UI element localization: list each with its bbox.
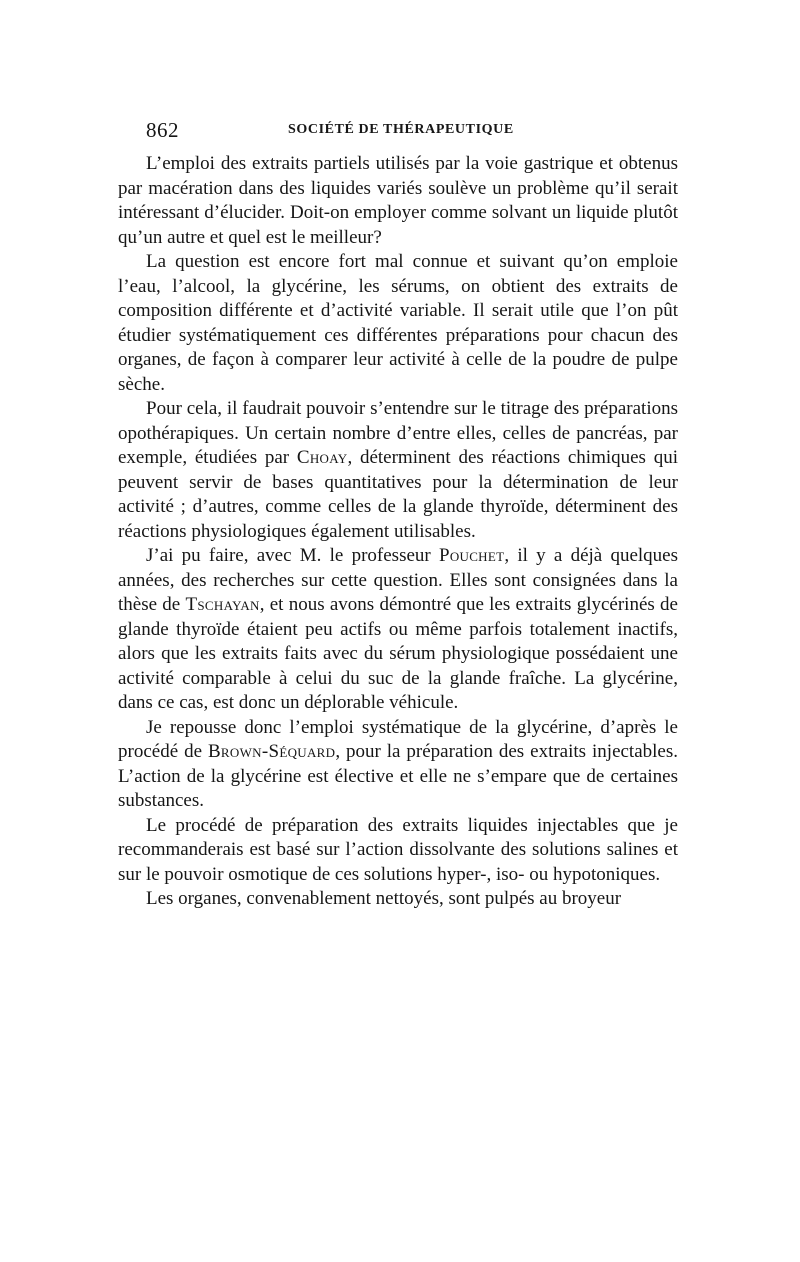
paragraph-5-text-1: Je repousse donc l’emploi systématique de la glycérine, d’après le procédé de bbox=[118, 716, 678, 762]
author-name-pouchet: Pouchet bbox=[438, 545, 505, 566]
body-text bbox=[118, 152, 678, 912]
paragraph-4-text-1: J’ai pu faire, avec M. le professeur bbox=[146, 545, 439, 566]
author-name-brown-sequard: Brown-Séquard bbox=[207, 741, 336, 762]
running-title: SOCIÉTÉ DE THÉRAPEUTIQUE bbox=[288, 122, 514, 137]
paragraph-4-text-2: , il y a déjà quelques années, des recherches sur cette question. Elles sont consignées dans la thèse de bbox=[118, 545, 678, 615]
paragraph-3 bbox=[118, 397, 678, 544]
paragraph-6: Le procédé de préparation des extraits liquides injectables que je recommanderais est basé sur l’action dissolvante des solutions salines et sur le pouvoir osmotique de ces solutions hyper-, iso- ou hypotoniques. bbox=[118, 814, 678, 885]
paragraph-3-text-2: , déterminent des réactions chimiques qui peuvent servir de bases quantitatives pour la détermination de leur activité ; d’autres, comme celles de la glande thyroïde, déterminent des réactions physiologiques également utilisables. bbox=[118, 447, 678, 542]
paragraph-5 bbox=[118, 716, 678, 814]
author-name-tschayan: Tschayan bbox=[185, 594, 260, 615]
paragraph-4-text-3: , et nous avons démontré que les extraits glycérinés de glande thyroïde étaient peu actifs ou même parfois totalement inactifs, alors que les extraits faits avec du sérum physiologique possédaient une activité comparable à celui du suc de la glande fraîche. La glycérine, dans ce cas, est donc un déplorable véhicule. bbox=[118, 594, 678, 713]
paragraph-5-text-2: , pour la préparation des extraits injectables. L’action de la glycérine est élective et elle ne s’empare que de certaines substances. bbox=[118, 741, 679, 811]
paragraph-2: La question est encore fort mal connue et suivant qu’on emploie l’eau, l’alcool, la glycérine, les sérums, on obtient des extraits de composition différente et d’activité variable. Il serait utile que l’on pût étudier systématiquement ces différentes préparations pour chacun des organes, de façon à comparer leur activité à celle de la poudre de pulpe sèche. bbox=[118, 251, 678, 395]
page-header bbox=[146, 118, 676, 148]
paragraph-3-text-1: Pour cela, il faudrait pouvoir s’entendre sur le titrage des préparations opothérapiques. Un certain nombre d’entre elles, celles de pancréas, par exemple, étudiées par bbox=[118, 398, 678, 468]
paragraph-1: L’emploi des extraits partiels utilisés par la voie gastrique et obtenus par macération dans des liquides variés soulève un problème qu’il serait intéressant d’élucider. Doit-on employer comme solvant un liquide plutôt qu’un autre et quel est le meilleur? bbox=[118, 153, 678, 248]
author-name-choay: Choay bbox=[296, 447, 348, 468]
page-number: 862 bbox=[146, 118, 179, 142]
paragraph-4 bbox=[118, 544, 678, 716]
paragraph-7: Les organes, convenablement nettoyés, sont pulpés au broyeur bbox=[146, 888, 622, 909]
